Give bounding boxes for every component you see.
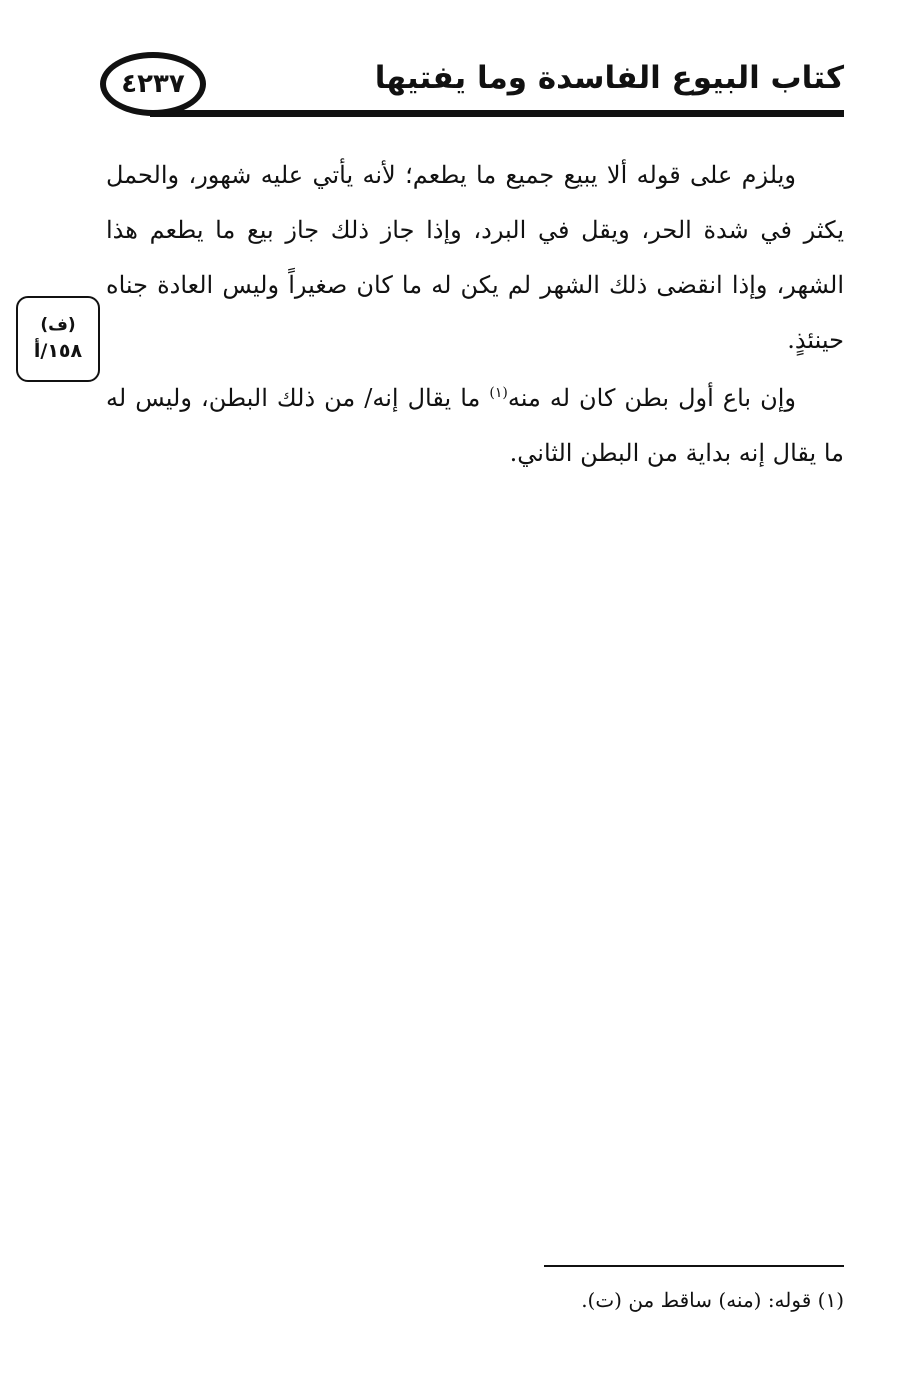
- paragraph-1: ويلزم على قوله ألا يبيع جميع ما يطعم؛ لأنه يأتي عليه شهور، والحمل يكثر في شدة الحر، ويقل في البرد، وإذا جاز ذلك جاز بيع ما يطعم هذا الشهر، وإذا انقضى ذلك الشهر لم يكن له ما كان صغيراً وليس العادة جناه حينئذٍ.: [106, 161, 844, 354]
- manuscript-siglum: (ف): [40, 315, 76, 335]
- paragraph-2-end: ما يقال إنه/ من ذلك البطن، وليس له ما يقال إنه بداية من البطن الثاني.: [106, 384, 844, 467]
- manuscript-margin-note: [16, 296, 100, 382]
- page-header: [0, 0, 920, 130]
- folio-reference: ١٥٨/أ: [33, 340, 83, 362]
- header-rule: [150, 110, 844, 117]
- page-number-badge: [100, 52, 206, 116]
- running-title: كتاب البيوع الفاسدة وما يفتيها: [374, 60, 844, 96]
- footnote: (١) قوله: (منه) ساقط من (ت).: [581, 1288, 844, 1312]
- paragraph-2: [106, 371, 844, 481]
- footnote-separator: [544, 1265, 844, 1267]
- page-number: ٤٢٣٧: [121, 69, 185, 99]
- paragraph-2-start: وإن باع أول بطن كان له منه: [507, 384, 796, 412]
- footnote-reference: (١): [489, 385, 508, 401]
- main-text: [106, 148, 844, 481]
